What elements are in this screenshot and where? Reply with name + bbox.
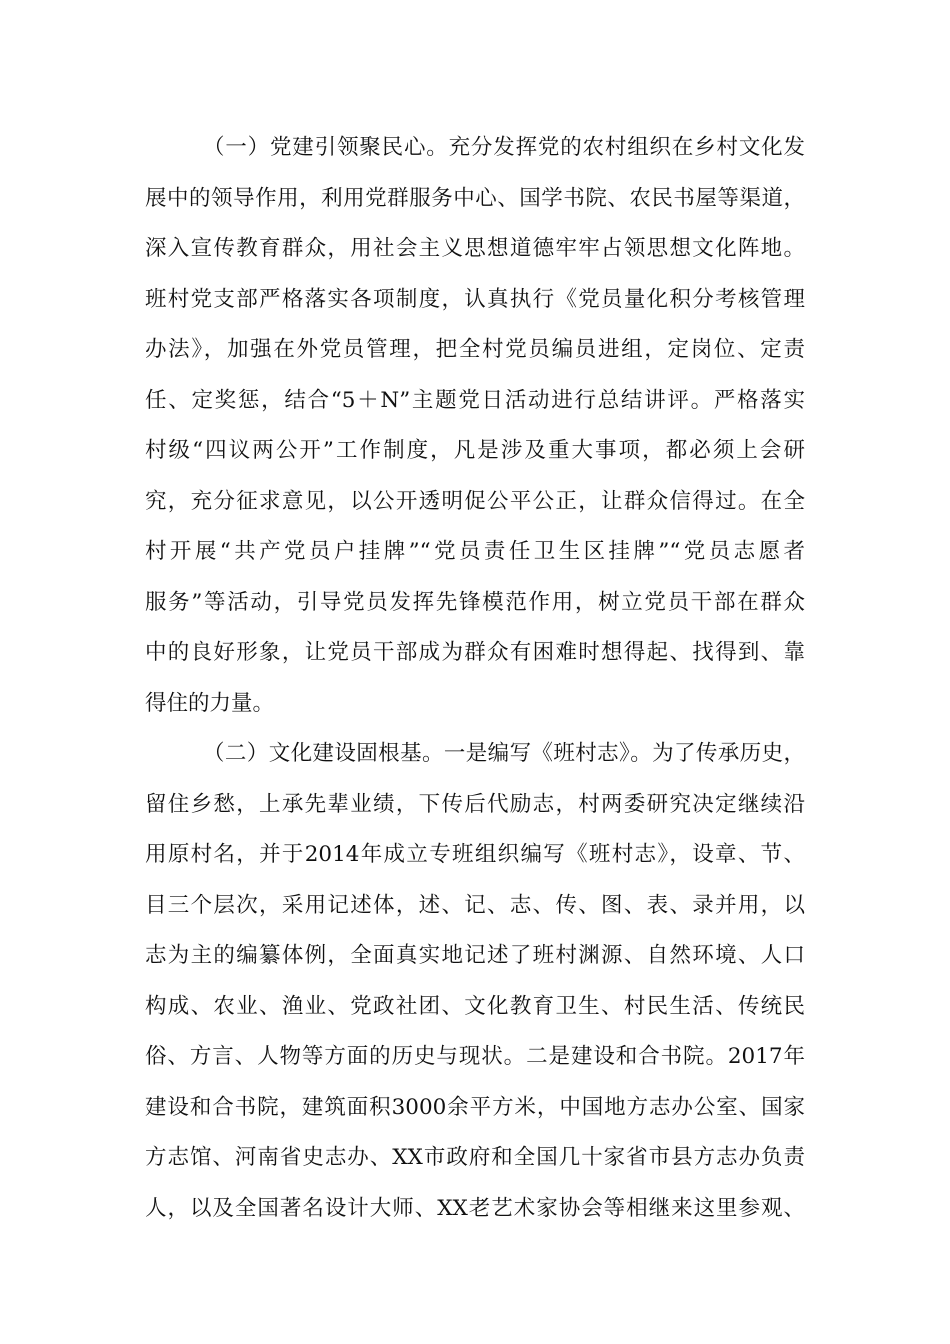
paragraph-1-line-9: 村开展“共产党员户挂牌”“党员责任卫生区挂牌”“党员志愿者 xyxy=(145,539,805,564)
paragraph-1-line-6: 任、定奖惩，结合“5＋N”主题党日活动进行总结讲评。严格落实 xyxy=(145,388,805,413)
paragraph-1-line-4: 班村党支部严格落实各项制度，认真执行《党员量化积分考核管理 xyxy=(145,287,805,312)
paragraph-1-line-11: 中的良好形象，让党员干部成为群众有困难时想得起、找得到、靠 xyxy=(145,640,805,665)
paragraph-1-line-2: 展中的领导作用，利用党群服务中心、国学书院、农民书屋等渠道， xyxy=(145,186,805,211)
paragraph-2-line-3: 用原村名，并于2014年成立专班组织编写《班村志》，设章、节、 xyxy=(145,842,805,867)
paragraph-1-line-10: 服务”等活动，引导党员发挥先锋模范作用，树立党员干部在群众 xyxy=(145,590,805,615)
paragraph-1-line-12: 得住的力量。 xyxy=(145,691,275,716)
paragraph-1-line-7: 村级“四议两公开”工作制度，凡是涉及重大事项，都必须上会研 xyxy=(145,438,805,463)
paragraph-2-line-2: 留住乡愁，上承先辈业绩，下传后代励志，村两委研究决定继续沿 xyxy=(145,792,805,817)
paragraph-2-line-4: 目三个层次，采用记述体，述、记、志、传、图、表、录并用，以 xyxy=(145,893,805,918)
paragraph-1-line-1: （一）党建引领聚民心。充分发挥党的农村组织在乡村文化发 xyxy=(203,135,805,160)
paragraph-2-line-1: （二）文化建设固根基。一是编写《班村志》。为了传承历史， xyxy=(203,741,805,766)
paragraph-1-line-5: 办法》，加强在外党员管理，把全村党员编员进组，定岗位、定责 xyxy=(145,337,805,362)
paragraph-1-line-8: 究，充分征求意见，以公开透明促公平公正，让群众信得过。在全 xyxy=(145,489,805,514)
paragraph-1-line-3: 深入宣传教育群众，用社会主义思想道德牢牢占领思想文化阵地。 xyxy=(145,236,805,261)
paragraph-2-line-6: 构成、农业、渔业、党政社团、文化教育卫生、村民生活、传统民 xyxy=(145,994,805,1019)
paragraph-2-line-10: 人，以及全国著名设计大师、XX老艺术家协会等相继来这里参观、 xyxy=(145,1196,805,1221)
paragraph-2-line-8: 建设和合书院，建筑面积3000余平方米，中国地方志办公室、国家 xyxy=(145,1095,805,1120)
paragraph-2-line-5: 志为主的编纂体例，全面真实地记述了班村渊源、自然环境、人口 xyxy=(145,943,805,968)
paragraph-2-line-7: 俗、方言、人物等方面的历史与现状。二是建设和合书院。2017年 xyxy=(145,1044,805,1069)
paragraph-2-line-9: 方志馆、河南省史志办、XX市政府和全国几十家省市县方志办负责 xyxy=(145,1145,805,1170)
